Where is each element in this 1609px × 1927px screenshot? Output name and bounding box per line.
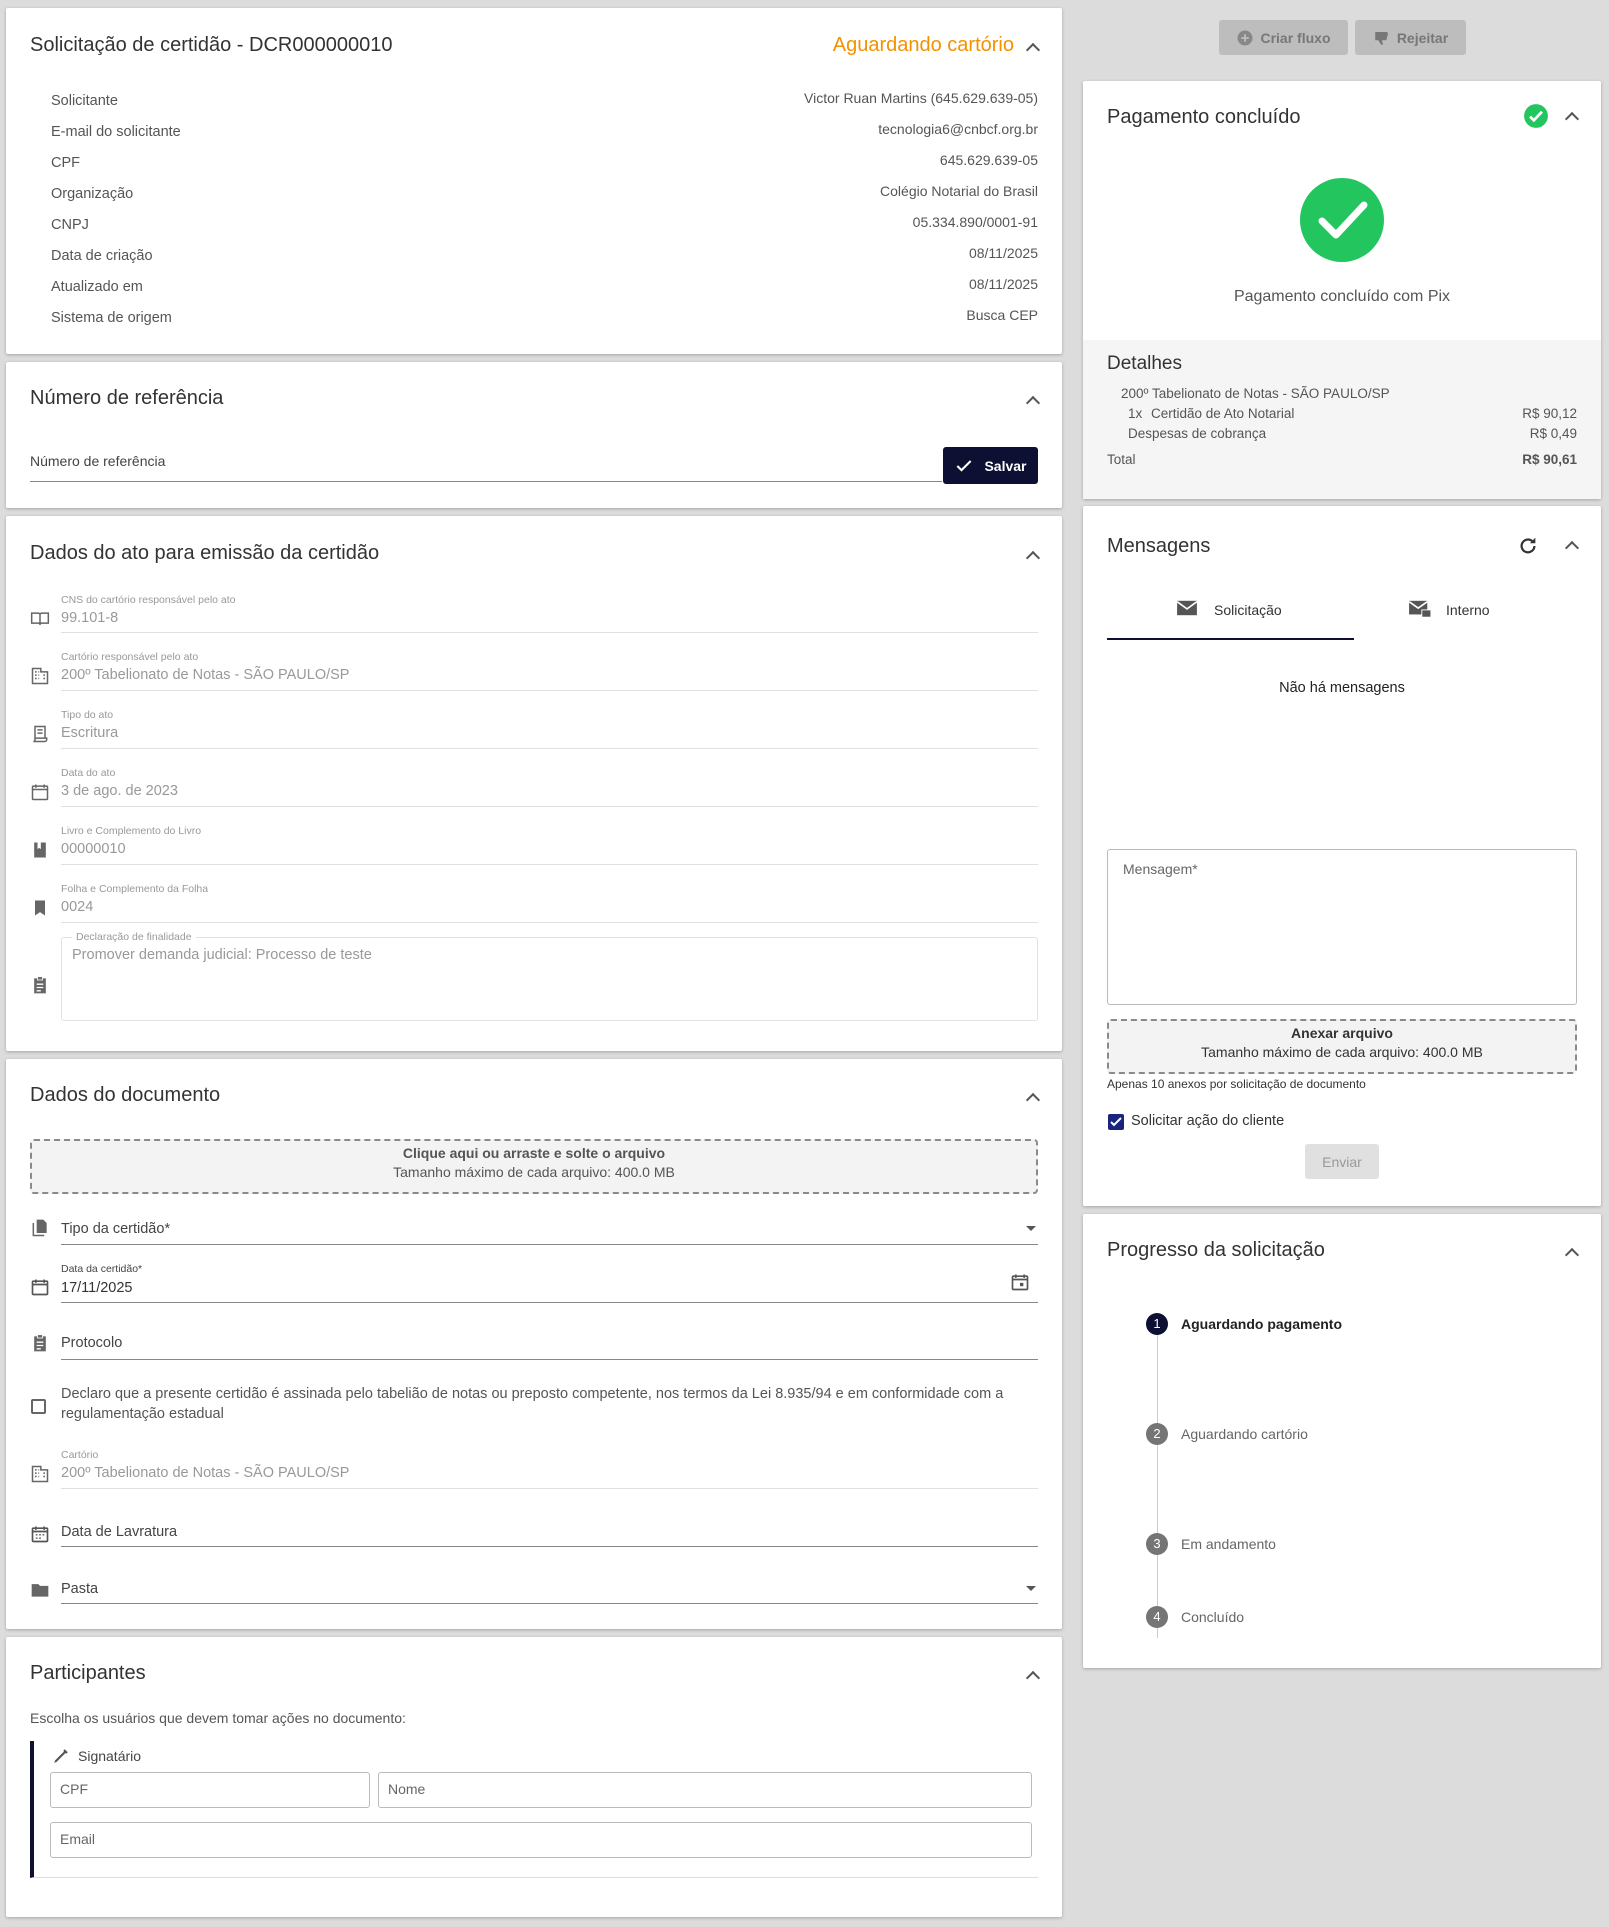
dropdown-caret-icon [1026, 1586, 1036, 1591]
purpose-textarea [61, 931, 1038, 1021]
pen-icon [52, 1747, 70, 1765]
check-circle-icon [1523, 103, 1549, 129]
field-value: 99.101-8 [61, 610, 119, 626]
book-icon [30, 840, 50, 860]
collapse-chevron-icon[interactable] [1565, 1248, 1579, 1262]
field-value: 0024 [61, 899, 94, 915]
save-button[interactable]: Salvar [943, 447, 1038, 484]
participants-card [6, 1637, 1062, 1917]
field-label: Folha e Complemento da Folha [61, 883, 209, 895]
step-connector [1157, 1326, 1158, 1638]
refresh-icon[interactable] [1517, 535, 1539, 557]
declaration-text: Declaro que a presente certidão é assinada pelo tabelião de notas ou preposto competente, nos termos da Lei 8.935/94 e em conformidade com a regulamentação estadual [61, 1386, 1004, 1422]
attach-note: Apenas 10 anexos por solicitação de documento [1107, 1077, 1366, 1091]
fee-name: Despesas de cobrança [1128, 426, 1267, 441]
info-row: CPF 645.629.639-05 [51, 152, 1038, 171]
collapse-chevron-icon[interactable] [1565, 112, 1579, 126]
office-value: 200º Tabelionato de Notas - SÃO PAULO/SP [61, 1465, 350, 1481]
folder-icon [30, 1580, 50, 1600]
info-row: CNPJ 05.334.890/0001-91 [51, 214, 1038, 233]
fee-price: R$ 0,49 [1529, 426, 1577, 441]
clipboard-icon [30, 975, 50, 995]
step-label: Aguardando cartório [1181, 1426, 1308, 1442]
mail-icon [1176, 599, 1198, 617]
client-action-label: Solicitar ação do cliente [1131, 1113, 1285, 1129]
calendar-icon [30, 1524, 50, 1544]
reference-card [6, 362, 1062, 508]
messages-card [1083, 506, 1601, 1206]
step-label: Em andamento [1181, 1536, 1276, 1552]
reference-input[interactable]: Número de referência [30, 450, 942, 482]
info-row: Data de criação 08/11/2025 [51, 245, 1038, 264]
attach-file-dropzone[interactable]: Anexar arquivo Tamanho máximo de cada arquivo: 400.0 MB [1107, 1019, 1577, 1074]
field-label: Livro e Complemento do Livro [61, 825, 202, 837]
field-value: Escritura [61, 725, 119, 741]
total-label: Total [1107, 452, 1136, 467]
step-label: Concluído [1181, 1609, 1245, 1625]
lavratura-date-input[interactable]: Data de Lavratura [61, 1504, 1038, 1547]
field-label: CNS do cartório responsável pelo ato [61, 594, 236, 606]
participants-title: Participantes [30, 1662, 146, 1684]
bookmark-icon [30, 898, 50, 918]
create-flow-button[interactable]: Criar fluxo [1219, 20, 1348, 55]
check-icon [954, 456, 974, 476]
building-icon [30, 1464, 50, 1484]
reject-button[interactable]: Rejeitar [1355, 20, 1466, 55]
purpose-label: Declaração de finalidade [72, 931, 196, 943]
request-title: Solicitação de certidão - DCR000000010 [30, 34, 393, 56]
purpose-value: Promover demanda judicial: Processo de teste [72, 947, 372, 963]
step-circle: 4 [1146, 1606, 1168, 1628]
tab-request[interactable]: Solicitação [1107, 596, 1354, 640]
info-row: Sistema de origem Busca CEP [51, 307, 1038, 326]
details-title: Detalhes [1107, 353, 1182, 374]
step-label: Aguardando pagamento [1181, 1316, 1343, 1332]
file-dropzone[interactable]: Clique aqui ou arraste e solte o arquivo Tamanho máximo de cada arquivo: 400.0 MB [30, 1139, 1038, 1194]
payment-title: Pagamento concluído [1107, 106, 1301, 128]
send-button[interactable]: Enviar [1305, 1144, 1379, 1179]
participants-subtitle: Escolha os usuários que devem tomar ações no documento: [30, 1710, 406, 1726]
payment-message: Pagamento concluído com Pix [1233, 288, 1451, 305]
book-open-icon [30, 609, 50, 629]
name-input[interactable]: Nome [378, 1772, 1032, 1808]
act-data-card [6, 516, 1062, 1051]
collapse-chevron-icon[interactable] [1026, 551, 1040, 565]
calendar-icon [30, 782, 50, 802]
dropdown-caret-icon [1026, 1226, 1036, 1231]
tab-internal[interactable]: Interno [1354, 596, 1577, 640]
act-title: Dados do ato para emissão da certidão [30, 542, 380, 564]
item-name: Certidão de Ato Notarial [1151, 406, 1295, 421]
messages-title: Mensagens [1107, 535, 1211, 557]
file-copy-icon [30, 1218, 50, 1238]
thumbs-down-icon [1373, 29, 1391, 47]
field-value: 3 de ago. de 2023 [61, 783, 178, 799]
clipboard-icon [30, 1333, 50, 1353]
empty-messages: Não há mensagens [1279, 680, 1405, 696]
plus-circle-icon [1236, 29, 1254, 47]
payment-success-icon [1300, 178, 1384, 262]
step-circle: 1 [1146, 1313, 1168, 1335]
details-office: 200º Tabelionato de Notas - SÃO PAULO/SP [1121, 386, 1390, 401]
progress-card [1083, 1214, 1601, 1668]
signer-role: Signatário [78, 1748, 142, 1764]
protocol-input[interactable]: Protocolo [61, 1317, 1038, 1360]
client-action-checkbox[interactable] [1108, 1114, 1124, 1130]
step-circle: 2 [1146, 1423, 1168, 1445]
cpf-input[interactable]: CPF [50, 1772, 370, 1808]
certificate-date-field[interactable]: Data da certidão* 17/11/2025 [61, 1260, 1038, 1303]
info-row: Organização Colégio Notarial do Brasil [51, 183, 1038, 202]
info-row: E-mail do solicitante tecnologia6@cnbcf.org.br [51, 121, 1038, 140]
field-label: Tipo do ato [61, 709, 114, 721]
collapse-chevron-icon[interactable] [1026, 1671, 1040, 1685]
document-card [6, 1059, 1062, 1629]
field-value: 200º Tabelionato de Notas - SÃO PAULO/SP [61, 667, 350, 683]
item-price: R$ 90,12 [1522, 406, 1577, 421]
collapse-chevron-icon[interactable] [1026, 396, 1040, 410]
field-label: Cartório [61, 1449, 99, 1461]
request-status: Aguardando cartório [832, 34, 1014, 56]
collapse-chevron-icon[interactable] [1565, 541, 1579, 555]
calendar-picker-icon[interactable] [1010, 1272, 1030, 1292]
item-qty: 1x [1128, 406, 1143, 421]
calendar-icon [30, 1277, 50, 1297]
request-summary-card [6, 8, 1062, 354]
document-title: Dados do documento [30, 1084, 221, 1106]
field-label: Cartório responsável pelo ato [61, 651, 199, 663]
info-row: Atualizado em 08/11/2025 [51, 276, 1038, 295]
step-circle: 3 [1146, 1533, 1168, 1555]
scroll-icon [30, 724, 50, 744]
certificate-type-select[interactable]: Tipo da certidão* [61, 1209, 1038, 1245]
collapse-chevron-icon[interactable] [1026, 43, 1040, 57]
building-icon [30, 666, 50, 686]
declaration-checkbox[interactable] [31, 1399, 46, 1414]
mail-lock-icon [1408, 599, 1432, 619]
field-label: Data do ato [61, 767, 116, 779]
reference-title: Número de referência [30, 387, 224, 409]
info-row: Solicitante Victor Ruan Martins (645.629.639-05) [51, 90, 1038, 109]
payment-details [1083, 340, 1601, 499]
total-value: R$ 90,61 [1522, 452, 1577, 467]
payment-card [1083, 81, 1601, 499]
email-input[interactable]: Email [50, 1822, 1032, 1858]
field-value: 00000010 [61, 841, 126, 857]
message-textarea[interactable]: Mensagem* [1107, 849, 1577, 1005]
progress-title: Progresso da solicitação [1107, 1239, 1325, 1261]
folder-select[interactable]: Pasta [61, 1561, 1038, 1604]
signer-block [30, 1741, 1038, 1878]
collapse-chevron-icon[interactable] [1026, 1093, 1040, 1107]
